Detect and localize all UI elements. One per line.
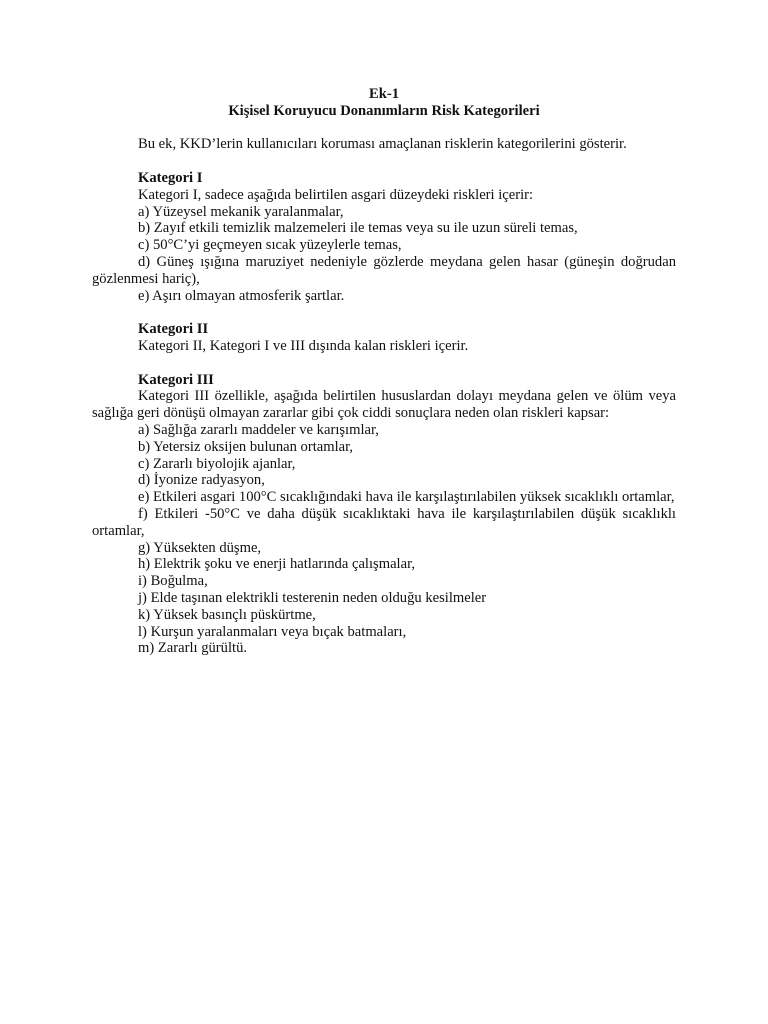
category3-item: h) Elektrik şoku ve enerji hatlarında çalışmalar, [138,556,415,573]
category1-lead: Kategori I, sadece aşağıda belirtilen asgari düzeydeki riskleri içerir: [138,186,534,203]
category3-item: f) Etkileri -50°C ve daha düşük sıcaklıktaki hava ile karşılaştırılabilen düşük sıcaklıklı ortamlar, [92,505,676,539]
document-page [92,86,676,657]
category3-item: k) Yüksek basınçlı püskürtme, [138,606,316,623]
category2-heading: Kategori II [138,321,209,338]
category3-item: i) Boğulma, [138,573,208,590]
category3-item: c) Zararlı biyolojik ajanlar, [138,455,296,472]
document-title: Kişisel Koruyucu Donanımların Risk Kategorileri [228,102,540,119]
category3-item: d) İyonize radyasyon, [138,472,265,489]
category2-lead: Kategori II, Kategori I ve III dışında kalan riskleri içerir. [138,337,469,354]
category3-item: m) Zararlı gürültü. [138,640,248,657]
title-block [92,86,676,120]
category3-item: b) Yetersiz oksijen bulunan ortamlar, [138,438,354,455]
category1-heading: Kategori I [138,169,203,186]
category3-item: a) Sağlığa zararlı maddeler ve karışımlar, [138,421,379,438]
category1-item: e) Aşırı olmayan atmosferik şartlar. [138,287,345,304]
category3-item: j) Elde taşınan elektrikli testerenin neden olduğu kesilmeler [138,589,487,606]
category1-item: a) Yüzeysel mekanik yaralanmalar, [138,203,344,220]
category1-item: c) 50°C’yi geçmeyen sıcak yüzeylerle temas, [138,237,402,254]
intro-paragraph: Bu ek, KKD’lerin kullanıcıları koruması amaçlanan risklerin kategorilerini gösterir. [138,136,627,153]
category1-item: b) Zayıf etkili temizlik malzemeleri ile temas veya su ile uzun süreli temas, [138,220,578,237]
category3-item: g) Yüksekten düşme, [138,539,262,556]
category1-item: d) Güneş ışığına maruziyet nedeniyle gözlerde meydana gelen hasar (güneşin doğrudan gözlenmesi hariç), [92,253,676,287]
category3-lead: Kategori III özellikle, aşağıda belirtilen hususlardan dolayı meydana gelen ve ölüm veya sağlığa geri dönüşü olmayan zararlar gibi çok ciddi sonuçlara neden olan riskleri kapsar: [92,388,676,422]
category3-item: e) Etkileri asgari 100°C sıcaklığındaki hava ile karşılaştırılabilen yüksek sıcaklıklı ortamlar, [138,489,675,506]
annex-label: Ek-1 [368,86,399,102]
category3-item: l) Kurşun yaralanmaları veya bıçak batmaları, [138,623,407,640]
category3-heading: Kategori III [138,371,214,388]
